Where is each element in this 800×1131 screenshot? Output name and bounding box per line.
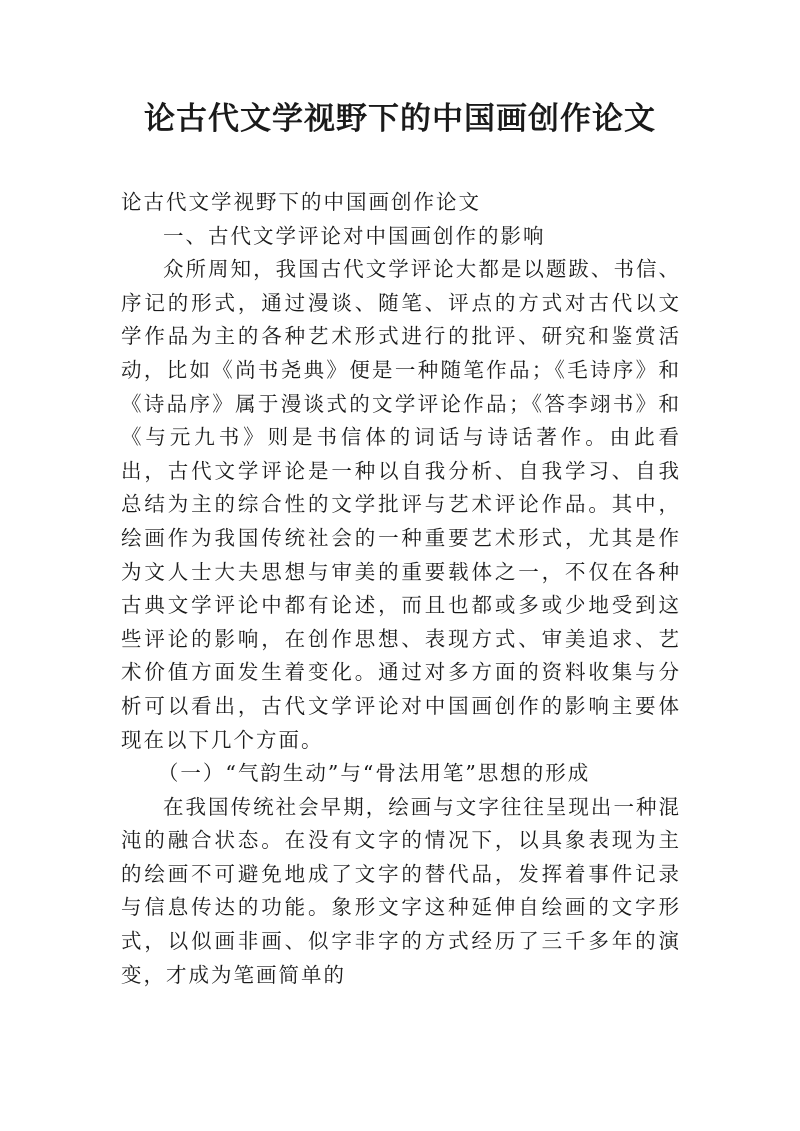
paragraph-2: 在我国传统社会早期，绘画与文字往往呈现出一种混沌的融合状态。在没有文字的情况下，以具象表现为主的绘画不可避免地成了文字的替代品，发挥着事件记录与信息传达的功能。象形文字这种延伸自绘画的文字形式，以似画非画、似字非字的方式经历了三千多年的演变，才成为笔画简单的 xyxy=(121,794,681,987)
sub-heading-1: （一）“气韵生动”与“骨法用笔”思想的形成 xyxy=(157,761,591,786)
document-body xyxy=(121,186,681,992)
paragraph-1: 众所周知，我国古代文学评论大都是以题跋、书信、序记的形式，通过漫谈、随笔、评点的方式对古代以文学作品为主的各种艺术形式进行的批评、研究和鉴赏活动，比如《尚书尧典》便是一种随笔作品；《毛诗序》和《诗品序》属于漫谈式的文学评论作品；《答李翊书》和《与元九书》则是书信体的词话与诗话著作。由此看出，古代文学评论是一种以自我分析、自我学习、自我总结为主的综合性的文学批评与艺术评论作品。其中，绘画作为我国传统社会的一种重要艺术形式，尤其是作为文人士大夫思想与审美的重要载体之一，不仅在各种古典文学评论中都有论述，而且也都或多或少地受到这些评论的影响，在创作思想、表现方式、审美追求、艺术价值方面发生着变化。通过对多方面的资料收集与分析可以看出，古代文学评论对中国画创作的影响主要体现在以下几个方面。 xyxy=(121,257,681,752)
document-title: 论古代文学视野下的中国画创作论文 xyxy=(144,101,656,137)
body-first-line: 论古代文学视野下的中国画创作论文 xyxy=(121,190,481,214)
section-heading-1: 一、古代文学评论对中国画创作的影响 xyxy=(163,223,546,248)
